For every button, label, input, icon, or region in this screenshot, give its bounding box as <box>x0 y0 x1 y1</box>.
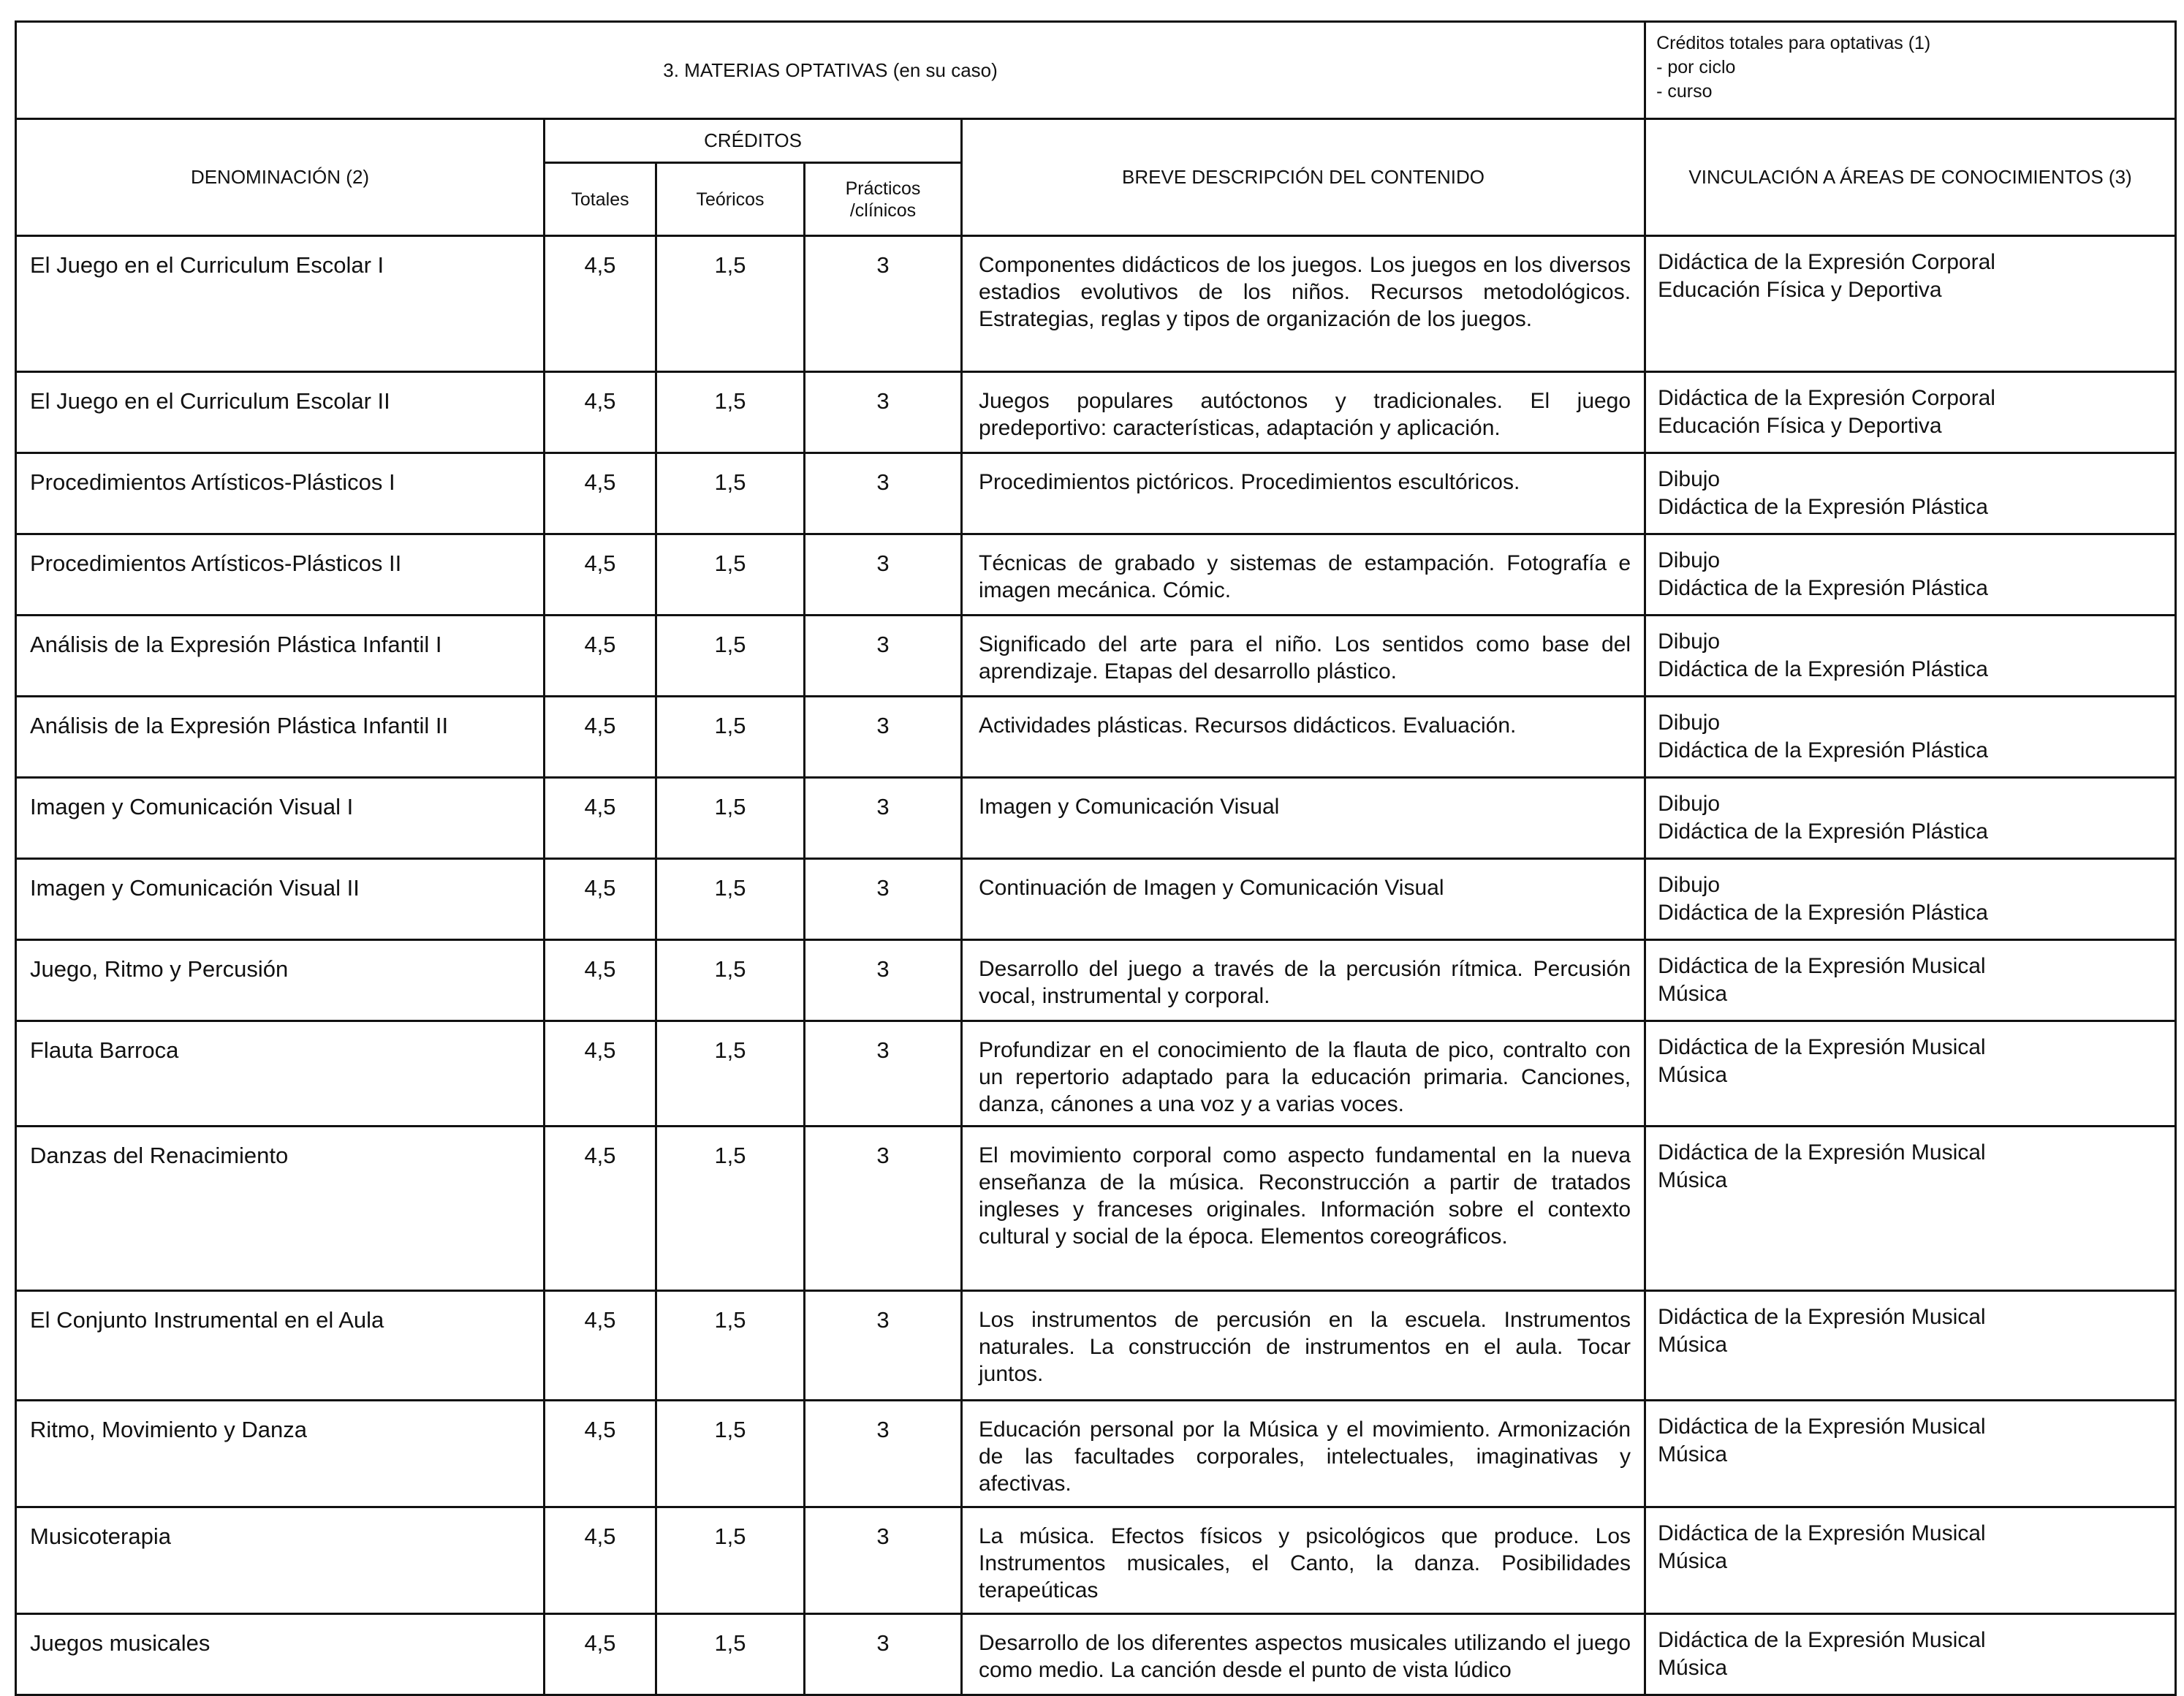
subject-name: Imagen y Comunicación Visual I <box>16 778 545 859</box>
content-description: Componentes didácticos de los juegos. Los juegos en los diversos estadios evolutivos de los niños. Recursos metodológicos. Estrategias, reglas y tipos de organización de los juegos. <box>962 236 1645 372</box>
knowledge-area-1: Didáctica de la Expresión Corporal <box>1658 250 1995 274</box>
credits-practicos: 3 <box>805 697 962 778</box>
subject-name: Ritmo, Movimiento y Danza <box>16 1401 545 1507</box>
subject-name: Juegos musicales <box>16 1614 545 1695</box>
credits-totales: 4,5 <box>545 534 656 616</box>
knowledge-area-2: Música <box>1658 1549 1728 1573</box>
credits-teoricos: 1,5 <box>656 372 805 453</box>
knowledge-area-2: Música <box>1658 1442 1728 1466</box>
subject-name: Danzas del Renacimiento <box>16 1127 545 1291</box>
subject-name: Análisis de la Expresión Plástica Infantil I <box>16 616 545 697</box>
knowledge-areas <box>1645 1614 2176 1695</box>
credits-note-line3: - curso <box>1656 81 1713 102</box>
knowledge-area-2: Didáctica de la Expresión Plástica <box>1658 901 1988 925</box>
table-row <box>16 1614 2176 1695</box>
content-description: Desarrollo de los diferentes aspectos musicales utilizando el juego como medio. La canción desde el punto de vista lúdico <box>962 1614 1645 1695</box>
credits-teoricos: 1,5 <box>656 1127 805 1291</box>
knowledge-area-2: Música <box>1658 1656 1728 1680</box>
knowledge-area-2: Música <box>1658 982 1728 1006</box>
knowledge-area-2: Didáctica de la Expresión Plástica <box>1658 657 1988 681</box>
subject-name: Juego, Ritmo y Percusión <box>16 940 545 1021</box>
credits-practicos: 3 <box>805 1291 962 1401</box>
document-sheet <box>15 20 2174 1696</box>
knowledge-area-2: Didáctica de la Expresión Plástica <box>1658 576 1988 600</box>
col-practicos: Prácticos /clínicos <box>805 163 962 236</box>
col-descripcion: BREVE DESCRIPCIÓN DEL CONTENIDO <box>962 119 1645 236</box>
table-row <box>16 1127 2176 1291</box>
table-row <box>16 453 2176 534</box>
col-vinculacion: VINCULACIÓN A ÁREAS DE CONOCIMIENTOS (3) <box>1645 119 2176 236</box>
content-description: Procedimientos pictóricos. Procedimientos escultóricos. <box>962 453 1645 534</box>
knowledge-area-1: Dibujo <box>1658 873 1721 897</box>
subject-name: El Conjunto Instrumental en el Aula <box>16 1291 545 1401</box>
credits-teoricos: 1,5 <box>656 859 805 940</box>
content-description: Actividades plásticas. Recursos didácticos. Evaluación. <box>962 697 1645 778</box>
knowledge-areas <box>1645 1507 2176 1614</box>
table-row <box>16 1021 2176 1127</box>
knowledge-areas <box>1645 940 2176 1021</box>
col-totales: Totales <box>545 163 656 236</box>
credits-practicos: 3 <box>805 1614 962 1695</box>
content-description: Los instrumentos de percusión en la escuela. Instrumentos naturales. La construcción de instrumentos en el aula. Tocar juntos. <box>962 1291 1645 1401</box>
subject-name: Flauta Barroca <box>16 1021 545 1127</box>
subject-name: Análisis de la Expresión Plástica Infantil II <box>16 697 545 778</box>
table-row <box>16 940 2176 1021</box>
credits-totales: 4,5 <box>545 1127 656 1291</box>
knowledge-area-2: Educación Física y Deportiva <box>1658 414 1942 438</box>
knowledge-area-1: Didáctica de la Expresión Musical <box>1658 1628 1986 1652</box>
content-description: Profundizar en el conocimiento de la flauta de pico, contralto con un repertorio adaptado para la educación primaria. Canciones, danza, cánones a una voz y a varias voces. <box>962 1021 1645 1127</box>
credits-totales: 4,5 <box>545 1291 656 1401</box>
knowledge-areas <box>1645 453 2176 534</box>
content-description: Educación personal por la Música y el movimiento. Armonización de las facultades corporales, intelectuales, imaginativas y afectivas. <box>962 1401 1645 1507</box>
table-body <box>16 236 2176 1695</box>
subject-name: Imagen y Comunicación Visual II <box>16 859 545 940</box>
col-denominacion: DENOMINACIÓN (2) <box>16 119 545 236</box>
credits-practicos: 3 <box>805 1127 962 1291</box>
credits-teoricos: 1,5 <box>656 236 805 372</box>
table-row <box>16 859 2176 940</box>
knowledge-area-2: Didáctica de la Expresión Plástica <box>1658 495 1988 519</box>
credits-teoricos: 1,5 <box>656 1021 805 1127</box>
credits-practicos: 3 <box>805 453 962 534</box>
content-description: Técnicas de grabado y sistemas de estampación. Fotografía e imagen mecánica. Cómic. <box>962 534 1645 616</box>
knowledge-areas <box>1645 697 2176 778</box>
subject-name: Musicoterapia <box>16 1507 545 1614</box>
table-row <box>16 1507 2176 1614</box>
knowledge-area-2: Música <box>1658 1168 1728 1192</box>
knowledge-areas <box>1645 1021 2176 1127</box>
title-row <box>16 22 2176 119</box>
knowledge-area-1: Dibujo <box>1658 792 1721 816</box>
knowledge-area-2: Didáctica de la Expresión Plástica <box>1658 738 1988 762</box>
knowledge-area-2: Música <box>1658 1063 1728 1087</box>
knowledge-areas <box>1645 1401 2176 1507</box>
knowledge-areas <box>1645 534 2176 616</box>
knowledge-area-2: Educación Física y Deportiva <box>1658 278 1942 302</box>
subject-name: Procedimientos Artísticos-Plásticos II <box>16 534 545 616</box>
knowledge-area-1: Didáctica de la Expresión Musical <box>1658 1140 1986 1165</box>
subject-name: Procedimientos Artísticos-Plásticos I <box>16 453 545 534</box>
credits-totales: 4,5 <box>545 616 656 697</box>
credits-teoricos: 1,5 <box>656 940 805 1021</box>
content-description: El movimiento corporal como aspecto fundamental en la nueva enseñanza de la música. Reconstrucción a partir de tratados ingleses y franceses originales. Información sobre el contexto cultural y social de la época. Elementos coreográficos. <box>962 1127 1645 1291</box>
content-description: La música. Efectos físicos y psicológicos que produce. Los Instrumentos musicales, el Canto, la danza. Posibilidades terapeúticas <box>962 1507 1645 1614</box>
credits-note-line1: Créditos totales para optativas (1) <box>1656 33 1931 53</box>
knowledge-area-1: Dibujo <box>1658 711 1721 735</box>
knowledge-area-2: Didáctica de la Expresión Plástica <box>1658 819 1988 844</box>
content-description: Imagen y Comunicación Visual <box>962 778 1645 859</box>
credits-totales: 4,5 <box>545 453 656 534</box>
credits-teoricos: 1,5 <box>656 778 805 859</box>
knowledge-area-1: Dibujo <box>1658 548 1721 572</box>
credits-totales: 4,5 <box>545 859 656 940</box>
knowledge-area-2: Música <box>1658 1333 1728 1357</box>
content-description: Desarrollo del juego a través de la percusión rítmica. Percusión vocal, instrumental y corporal. <box>962 940 1645 1021</box>
credits-totales: 4,5 <box>545 697 656 778</box>
knowledge-areas <box>1645 1291 2176 1401</box>
knowledge-areas <box>1645 859 2176 940</box>
credits-practicos: 3 <box>805 236 962 372</box>
section-title: 3. MATERIAS OPTATIVAS (en su caso) <box>16 22 1645 119</box>
knowledge-areas <box>1645 778 2176 859</box>
credits-practicos: 3 <box>805 372 962 453</box>
credits-practicos: 3 <box>805 778 962 859</box>
knowledge-areas <box>1645 616 2176 697</box>
credits-practicos: 3 <box>805 859 962 940</box>
credits-totales: 4,5 <box>545 1507 656 1614</box>
content-description: Continuación de Imagen y Comunicación Visual <box>962 859 1645 940</box>
knowledge-area-1: Didáctica de la Expresión Musical <box>1658 1415 1986 1439</box>
table-row <box>16 1291 2176 1401</box>
knowledge-area-1: Didáctica de la Expresión Corporal <box>1658 386 1995 410</box>
credits-practicos: 3 <box>805 1507 962 1614</box>
credits-teoricos: 1,5 <box>656 534 805 616</box>
table-row <box>16 1401 2176 1507</box>
credits-totales: 4,5 <box>545 1021 656 1127</box>
table-row <box>16 616 2176 697</box>
table-row <box>16 534 2176 616</box>
table-row <box>16 778 2176 859</box>
knowledge-area-1: Didáctica de la Expresión Musical <box>1658 1035 1986 1059</box>
credits-note <box>1645 22 2176 119</box>
content-description: Significado del arte para el niño. Los sentidos como base del aprendizaje. Etapas del desarrollo plástico. <box>962 616 1645 697</box>
table-row <box>16 697 2176 778</box>
credits-teoricos: 1,5 <box>656 1614 805 1695</box>
credits-practicos: 3 <box>805 940 962 1021</box>
credits-teoricos: 1,5 <box>656 697 805 778</box>
knowledge-areas <box>1645 1127 2176 1291</box>
credits-totales: 4,5 <box>545 940 656 1021</box>
credits-practicos: 3 <box>805 1021 962 1127</box>
content-description: Juegos populares autóctonos y tradicionales. El juego predeportivo: características, adaptación y aplicación. <box>962 372 1645 453</box>
knowledge-area-1: Didáctica de la Expresión Musical <box>1658 1521 1986 1545</box>
credits-teoricos: 1,5 <box>656 1291 805 1401</box>
optativas-table <box>15 20 2177 1696</box>
credits-teoricos: 1,5 <box>656 453 805 534</box>
credits-totales: 4,5 <box>545 778 656 859</box>
credits-note-line2: - por ciclo <box>1656 57 1736 77</box>
credits-totales: 4,5 <box>545 1614 656 1695</box>
credits-practicos: 3 <box>805 1401 962 1507</box>
credits-practicos: 3 <box>805 616 962 697</box>
subject-name: El Juego en el Curriculum Escolar II <box>16 372 545 453</box>
knowledge-areas <box>1645 236 2176 372</box>
credits-teoricos: 1,5 <box>656 1507 805 1614</box>
credits-practicos: 3 <box>805 534 962 616</box>
credits-totales: 4,5 <box>545 1401 656 1507</box>
header-row-1 <box>16 119 2176 163</box>
knowledge-area-1: Didáctica de la Expresión Musical <box>1658 954 1986 978</box>
knowledge-area-1: Dibujo <box>1658 629 1721 654</box>
credits-totales: 4,5 <box>545 372 656 453</box>
subject-name: El Juego en el Curriculum Escolar I <box>16 236 545 372</box>
credits-teoricos: 1,5 <box>656 1401 805 1507</box>
col-teoricos: Teóricos <box>656 163 805 236</box>
credits-totales: 4,5 <box>545 236 656 372</box>
credits-teoricos: 1,5 <box>656 616 805 697</box>
knowledge-areas <box>1645 372 2176 453</box>
col-creditos: CRÉDITOS <box>545 119 962 163</box>
knowledge-area-1: Dibujo <box>1658 467 1721 491</box>
table-row <box>16 372 2176 453</box>
table-row <box>16 236 2176 372</box>
knowledge-area-1: Didáctica de la Expresión Musical <box>1658 1305 1986 1329</box>
